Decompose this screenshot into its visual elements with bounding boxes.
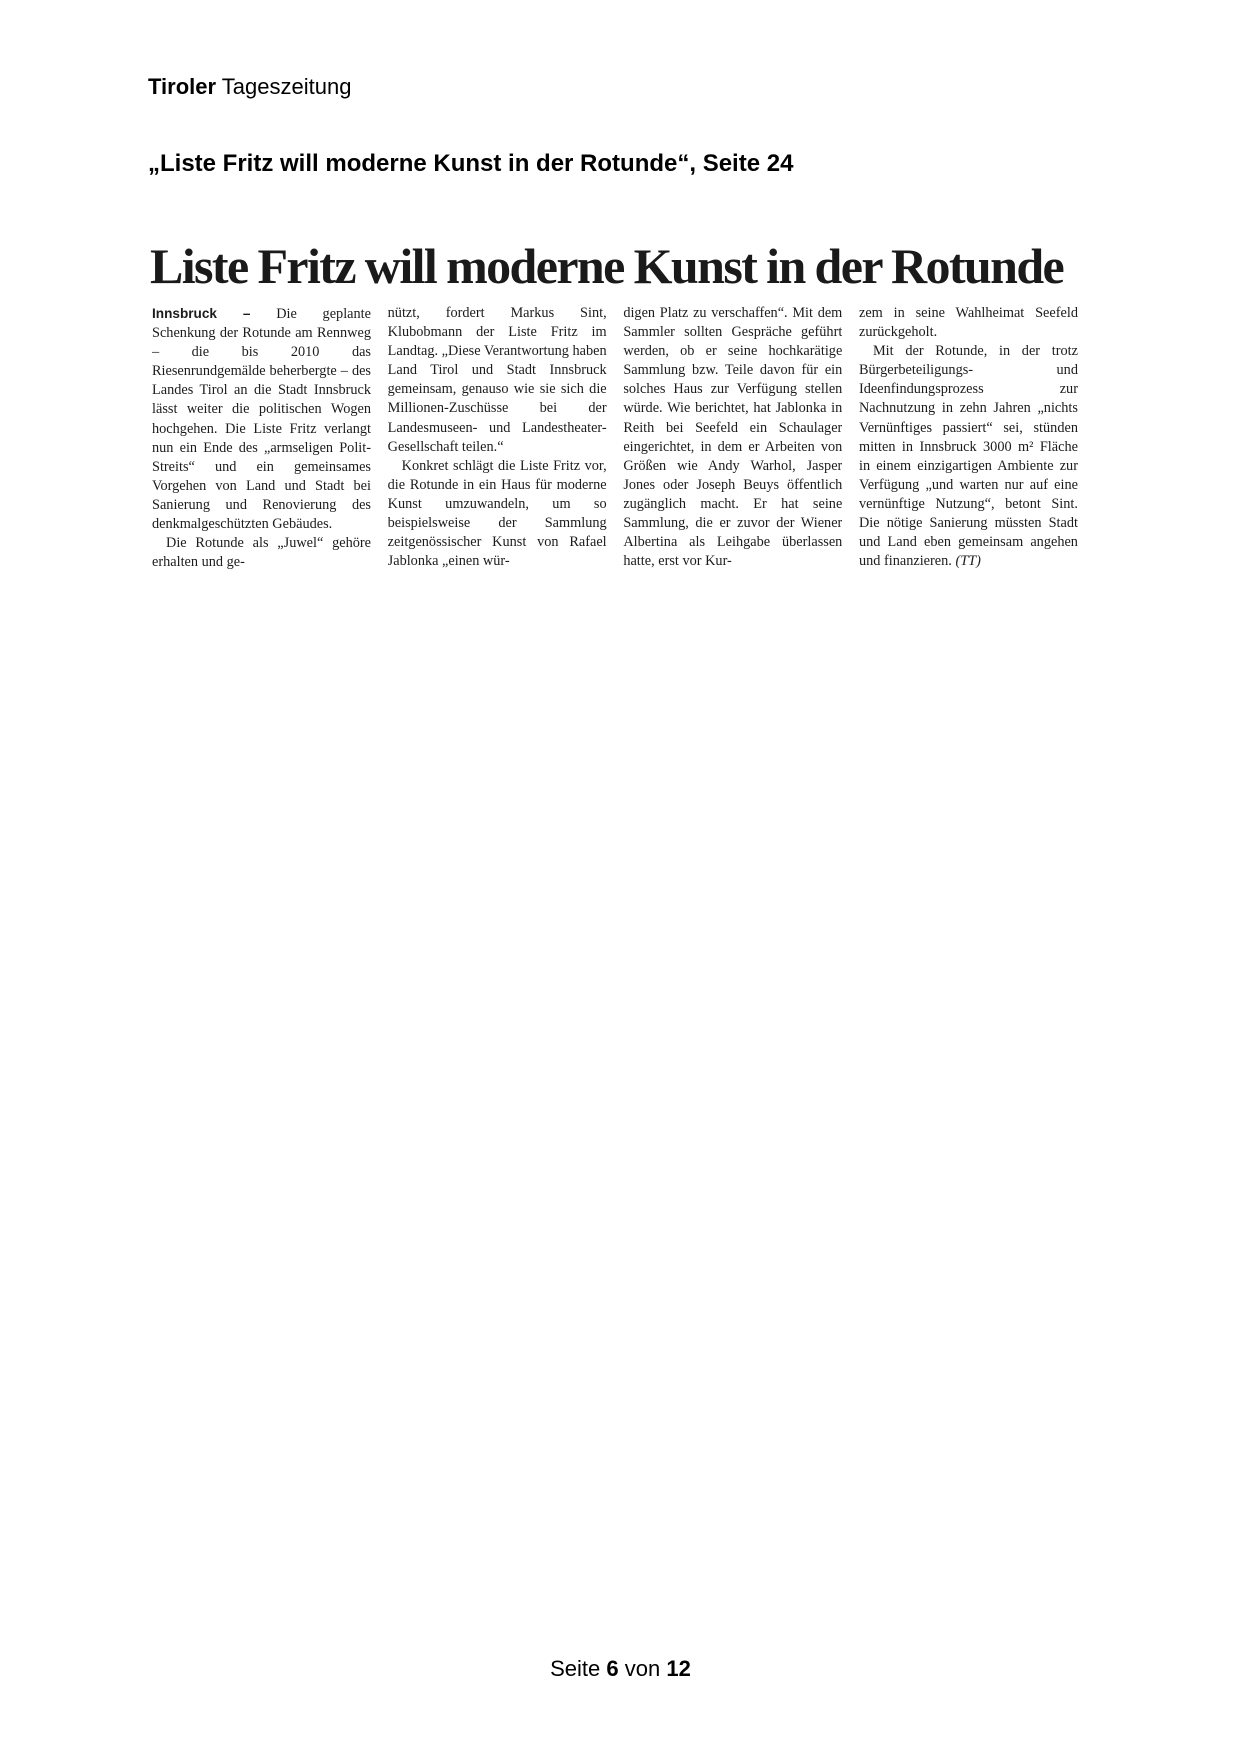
article-reference: „Liste Fritz will moderne Kunst in der Rotunde“, Seite 24 (148, 150, 794, 177)
article-paragraph: Konkret schlägt die Liste Fritz vor, die Rotunde in ein Haus für moderne Kunst umzuwandeln, um so beispielsweise der Sammlung zeitgenössischer Kunst von Rafael Jablonka „einen wür- (387, 457, 607, 570)
footer-page-total: 12 (666, 1656, 691, 1681)
article-paragraph: digen Platz zu verschaffen“. Mit dem Sammler sollten Gespräche geführt werden, ob er seine hochkarätige Sammlung bzw. Teile davon für ein solches Haus zur Verfügung stellen würde. Wie berichtet, hat Jablonka in Reith bei Seefeld ein Schaulager eingerichtet, in dem er Arbeiten von Größen wie Andy Warhol, Jasper Jones oder Joseph Beuys öffentlich zugänglich macht. Er hat seine Sammlung, die er zuvor der Wiener Albertina als Leihgabe überlassen hatte, erst vor Kur- (623, 305, 843, 570)
article-paragraph: zem in seine Wahlheimat Seefeld zurückgeholt. (858, 305, 1078, 341)
publication-name (148, 74, 351, 100)
article-paragraph: Die Rotunde als „Juwel“ gehöre erhalten und ge- (152, 535, 371, 571)
article-columns (152, 304, 1078, 604)
article-paragraph (152, 304, 371, 534)
article-agency: (TT) (955, 553, 981, 570)
article-text: Mit der Rotunde, in der trotz Bürgerbeteiligungs- und Ideenfindungsprozess zur Nachnutzung in zehn Jahren „nichts Vernünftiges passiert“ sei, stünden mitten in Innsbruck 3000 m² Fläche in einem einzigartigen Ambiente zur Verfügung „und warten nur auf eine vernünftige Nutzung“, betont Sint. Die nötige Sanierung müssten Stadt und Land eben gemeinsam angehen und finanzieren. (858, 343, 1078, 570)
footer-page-number: 6 (606, 1656, 619, 1681)
article-column-3 (623, 304, 842, 604)
article-paragraph: nützt, fordert Markus Sint, Klubobmann der Liste Fritz im Landtag. „Diese Verantwortung haben Land Tirol und Stadt Innsbruck gemeinsam, genauso wie sie sich die Millionen-Zuschüsse bei der Landesmuseen- und Landestheater-Gesellschaft teilen.“ (387, 305, 607, 455)
article-paragraph (859, 342, 1078, 571)
footer-middle: von (624, 1656, 661, 1681)
publication-name-bold: Tiroler (148, 74, 217, 99)
article-column-1 (152, 304, 371, 604)
article-headline: Liste Fritz will moderne Kunst in der Rotunde (150, 238, 1064, 294)
publication-name-rest: Tageszeitung (221, 74, 352, 99)
article-column-4 (859, 304, 1078, 604)
page-footer (0, 1656, 1241, 1682)
article-column-2 (388, 304, 607, 604)
article-dateline: Innsbruck – (152, 306, 251, 321)
article-text: Die geplante Schenkung der Rotunde am Rennweg – die bis 2010 das Riesenrundgemälde beherbergte – des Landes Tirol an die Stadt Innsbruck lässt weiter die politischen Wogen hochgehen. Die Liste Fritz verlangt nun ein Ende des „armseligen Polit-Streits“ und ein gemeinsames Vorgehen von Land und Stadt bei Sanierung und Renovierung des denkmalgeschützten Gebäudes. (152, 306, 371, 533)
newspaper-clipping (150, 236, 1078, 606)
footer-prefix: Seite (550, 1656, 601, 1681)
